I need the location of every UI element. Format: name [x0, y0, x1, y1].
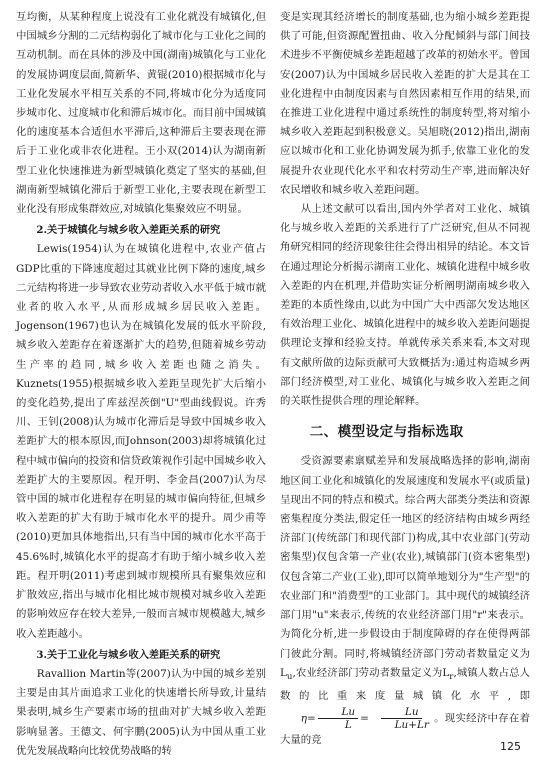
- formula-numerator-2: Lu: [381, 706, 421, 719]
- formula-eta: η=: [300, 712, 316, 725]
- subscript-u: u: [286, 671, 293, 682]
- paragraph-industrialization-income-gap: Ravallion Martin等(2007)认为中国的城乡差别主要是由其片面追求工业化的快速增长所导致,计量结果表明,城乡生产要素市场的扭曲对扩大城乡收入差距影响显著。王德文、何宇鹏(2005)认为中国从重工业优先发展战略向比较优势战略的转: [16, 667, 266, 757]
- model-text-part-d: 。现实经济中存在着大量的竞: [280, 712, 530, 747]
- paragraph-continued-literature: 变是实现其经济增长的制度基础,也为缩小城乡差距提供了可能,但资源配置扭曲、收入分配倾斜与部门间技术进步不平衡使城乡差距超越了改革的初始水平。曾国安(2007)认为中国城乡居民收入差距的扩大是其在工业化进程中由制度因素与自然因素相互作用的结果,而在推进工业化进程中通过系统性的制度转型,将对缩小城乡收入差距起到积极意义。吴旭晓(2012)指出,湖南应以城市化和工业化协调发展为抓手,依靠工业化的发展提升农业现代化水平和农村劳动生产率,进而解决好农民增收和城乡收入差距问题。: [280, 11, 530, 196]
- subheading-industrialization-income-gap: 3.关于工业化与城乡收入差距关系的研究: [36, 648, 221, 661]
- urbanization-formula: [280, 706, 434, 731]
- subheading-urbanization-income-gap: 2.关于城镇化与城乡收入差距关系的研究: [36, 224, 221, 237]
- section-title-model-setup: 二、模型设定与指标选取: [309, 424, 464, 441]
- right-column: [280, 8, 530, 750]
- model-text-part-a: 受资源要素禀赋差异和发展战略选择的影响,湖南地区间工业化和城镇化的发展速度和发展水平(或质量)呈现出不同的特点和模式。综合两大部类分类法和资源密集程度分类法,假定任一地区的经济结构由城乡两经济部门(传统部门和现代部门)构成,其中农业部门(劳动密集型)仅包含第一产业(农业),城镇部门(资本密集型)仅包含第二产业(工业),即可以简单地划分为"生产型"的农业部门和"消费型"的工业部门。其中现代的城镇经济部门用"u"来表示,传统的农业经济部门用"r"来表示。为简化分析,进一步假设由于制度障碍的存在使得两部门彼此分割。同时,将城镇经济部门劳动者数量定义为L: [280, 455, 530, 679]
- paragraph-model-description: [280, 452, 530, 750]
- model-text-part-c: ,城镇人数占总人数的比重来度量城镇化水平,即: [280, 666, 531, 702]
- formula-denominator-1: L: [344, 719, 352, 732]
- left-column: [16, 8, 266, 761]
- paragraph-contribution-summary: 从上述文献可以看出,国内外学者对工业化、城镇化与城乡收入差距的关系进行了广泛研究,但从不同视角研究相同的经济现象往往会得出相异的结论。本文旨在通过理论分析揭示湖南工业化、城镇化进程中城乡收入差距的内在机理,并借助实证分析阐明湖南城乡收入差距的本质性缘由,以此为中国广大中西部欠发达地区有效治理工业化、城镇化进程中的城乡收入差距问题提供理论支撑和经验支持。单就传承关系来看,本文对现有文献所做的边际贡献可大致概括为:通过构造城乡两部门经济模型,对工业化、城镇化与城乡收入差距之间的关联性提供合理的理论解释。: [280, 203, 530, 408]
- formula-fraction-2: [371, 706, 432, 731]
- formula-fraction-1: [318, 706, 358, 731]
- formula-numerator-1: Lu: [318, 706, 358, 719]
- paragraph-urbanization-income-gap: Lewis(1954)认为在城镇化进程中,农业产值占GDP比重的下降速度超过其就业比例下降的速度,城乡二元结构将进一步导致农业劳动者收入水平低于城市就业者的收入水平,从而形成城乡居民收入差距。Jogenson(1967)也认为在城镇化发展的低水平阶段,城乡收入差距存在着逐渐扩大的趋势,但随着城乡劳动生产率的趋同,城乡收入差距也随之消失。Kuznets(1955)根据城乡收入差距呈现先扩大后缩小的变化趋势,提出了库兹涅茨倒"U"型曲线假说。许秀川、王钊(2008)认为城市化滞后是导致中国城乡收入差距扩大的根本原因,而Johnson(2003)却将城镇化过程中城市偏向的投资和信贷政策视作引起中国城乡收入差距扩大的主要原因。程开明、李金昌(2007)认为尽管中国的城市化进程存在明显的城市偏向特征,但城乡收入差距的扩大有助于城市化水平的提升。周少甫等(2010)更加具体地指出,只有当中国的城市化水平高于45.6%时,城镇化水平的提高才有助于缩小城乡收入差距。程开明(2011)考虑到城市规模所具有聚集效应和扩散效应,指出与城市化相比城市规模对城乡收入差距的影响效应存在较大差异,一般而言城市规模越大,城乡收入差距越小。: [16, 243, 266, 640]
- subscript-r: r: [449, 671, 454, 682]
- paragraph-literature-urbanization-industrialization: 互均衡，从某种程度上说没有工业化就没有城镇化,但中国城乡分割的二元结构弱化了城市化与工业化之间的互动机制。而在具体的涉及中国(湖南)城镇化与工业化的发展协调度层面,简新华、黄锟(2010)根据城市化与工业化发展水平相互关系的不同,将城市化分为适度同步城市化、过度城市化和滞后城市化。而目前中国城镇化的速度基本合适但水平滞后,这种滞后主要表现在滞后于工业化或非农化进程。王小双(2014)认为湖南新型工业化快速推进为新型城镇化奠定了坚实的基础,但湖南新型城镇化滞后于新型工业化,主要表现在新型工业化没有形成集群效应,对城镇化集聚效应不明显。: [16, 11, 266, 216]
- formula-equals: =: [360, 712, 369, 725]
- formula-denominator-2: Lu+Lr: [394, 719, 429, 732]
- page-number: 125: [500, 740, 521, 753]
- model-text-part-b: ,农业经济部门劳动者数量定义为L: [292, 666, 450, 679]
